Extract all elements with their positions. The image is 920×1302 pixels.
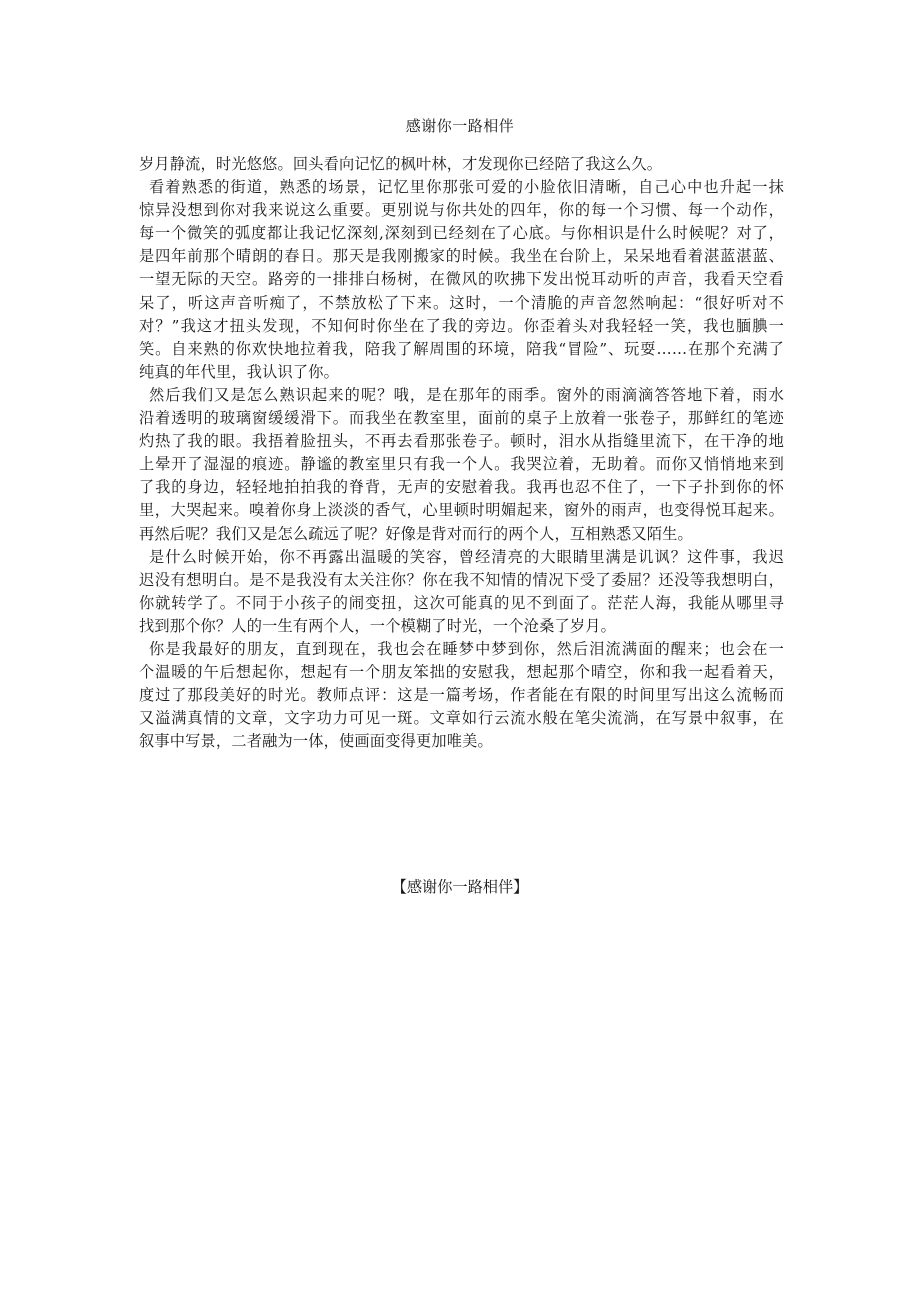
text-line: 岁月静流，时光悠悠。回头看向记忆的枫叶林，才发现你已经陪了我这么久。	[139, 155, 663, 173]
text-line: 你就转学了。不同于小孩子的闹变扭，这次可能真的见不到面了。茫茫人海，我能从哪里寻	[139, 593, 784, 612]
text-line: 你是我最好的朋友，直到现在，我也会在睡梦中梦到你，然后泪流满面的醒来；也会在一	[149, 639, 784, 658]
text-line: 一望无际的天空。路旁的一排排白杨树，在微风的吹拂下发出悦耳动听的声音，我看天空看	[139, 270, 784, 289]
text-line: 看着熟悉的街道，熟悉的场景，记忆里你那张可爱的小脸依旧清晰，自己心中也升起一抹	[149, 178, 784, 197]
text-line: 再然后呢？我们又是怎么疏远了呢？好像是背对而行的两个人，互相熟悉又陌生。	[139, 524, 693, 543]
text-line: 灼热了我的眼。我捂着脸扭头，不再去看那张卷子。顿时，泪水从指缝里流下，在干净的地	[139, 432, 784, 451]
document-body	[139, 153, 784, 753]
text-line: 呆了，听这声音听痴了，不禁放松了下来。这时，一个清脆的声音忽然响起：“很好听对不	[139, 293, 784, 312]
text-line: 又溢满真情的文章，文字功力可见一斑。文章如行云流水般在笔尖流淌，在写景中叙事，在	[139, 709, 784, 728]
text-line: 叙事中写景，二者融为一体，使画面变得更加唯美。	[139, 732, 493, 751]
text-line: 是什么时候开始，你不再露出温暖的笑容，曾经清亮的大眼睛里满是讥讽？这件事，我迟	[149, 547, 784, 566]
text-line: 迟没有想明白。是不是我没有太关注你？你在我不知情的情况下受了委屈？还没等我想明白，	[139, 570, 784, 589]
document-title: 感谢你一路相伴	[405, 117, 515, 135]
text-line: 了我的身边，轻轻地拍拍我的脊背，无声的安慰着我。我再也忍不住了，一下子扑到你的怀	[139, 478, 784, 497]
text-line: 上晕开了湿湿的痕迹。静谧的教室里只有我一个人。我哭泣着，无助着。而你又悄悄地来到	[139, 455, 784, 474]
text-line: 惊异没想到你对我来说这么重要。更别说与你共处的四年，你的每一个习惯、每一个动作，	[139, 201, 784, 220]
text-line: 沿着透明的玻璃窗缓缓滑下。而我坐在教室里，面前的桌子上放着一张卷子，那鲜红的笔迹	[139, 409, 784, 428]
text-line: 是四年前那个晴朗的春日。那天是我刚搬家的时候。我坐在台阶上，呆呆地看着湛蓝湛蓝、	[139, 247, 784, 266]
text-line: 找到那个你？人的一生有两个人，一个模糊了时光，一个沧桑了岁月。	[139, 616, 617, 635]
text-line: 里，大哭起来。嗅着你身上淡淡的香气，心里顿时明媚起来，窗外的雨声，也变得悦耳起来。	[139, 501, 784, 520]
text-line: 纯真的年代里，我认识了你。	[139, 362, 340, 381]
text-line: 个温暖的午后想起你，想起有一个朋友笨拙的安慰我，想起那个晴空，你和我一起看着天，	[139, 663, 784, 682]
text-line: 然后我们又是怎么熟识起来的呢？哦，是在那年的雨季。窗外的雨滴滴答答地下着，雨水	[149, 385, 784, 404]
text-line: 度过了那段美好的时光。教师点评：这是一篇考场，作者能在有限的时间里写出这么流畅而	[139, 686, 784, 705]
text-line: 对？”我这才扭头发现，不知何时你坐在了我的旁边。你歪着头对我轻轻一笑，我也腼腆一	[139, 316, 784, 335]
text-line: 每一个微笑的弧度都让我记忆深刻,深刻到已经刻在了心底。与你相识是什么时候呢？对了，	[139, 224, 784, 243]
footer-title: 【感谢你一路相伴】	[391, 878, 529, 896]
text-line: 笑。自来熟的你欢快地拉着我，陪我了解周围的环境，陪我“冒险”、玩耍……在那个充满了	[139, 339, 784, 358]
